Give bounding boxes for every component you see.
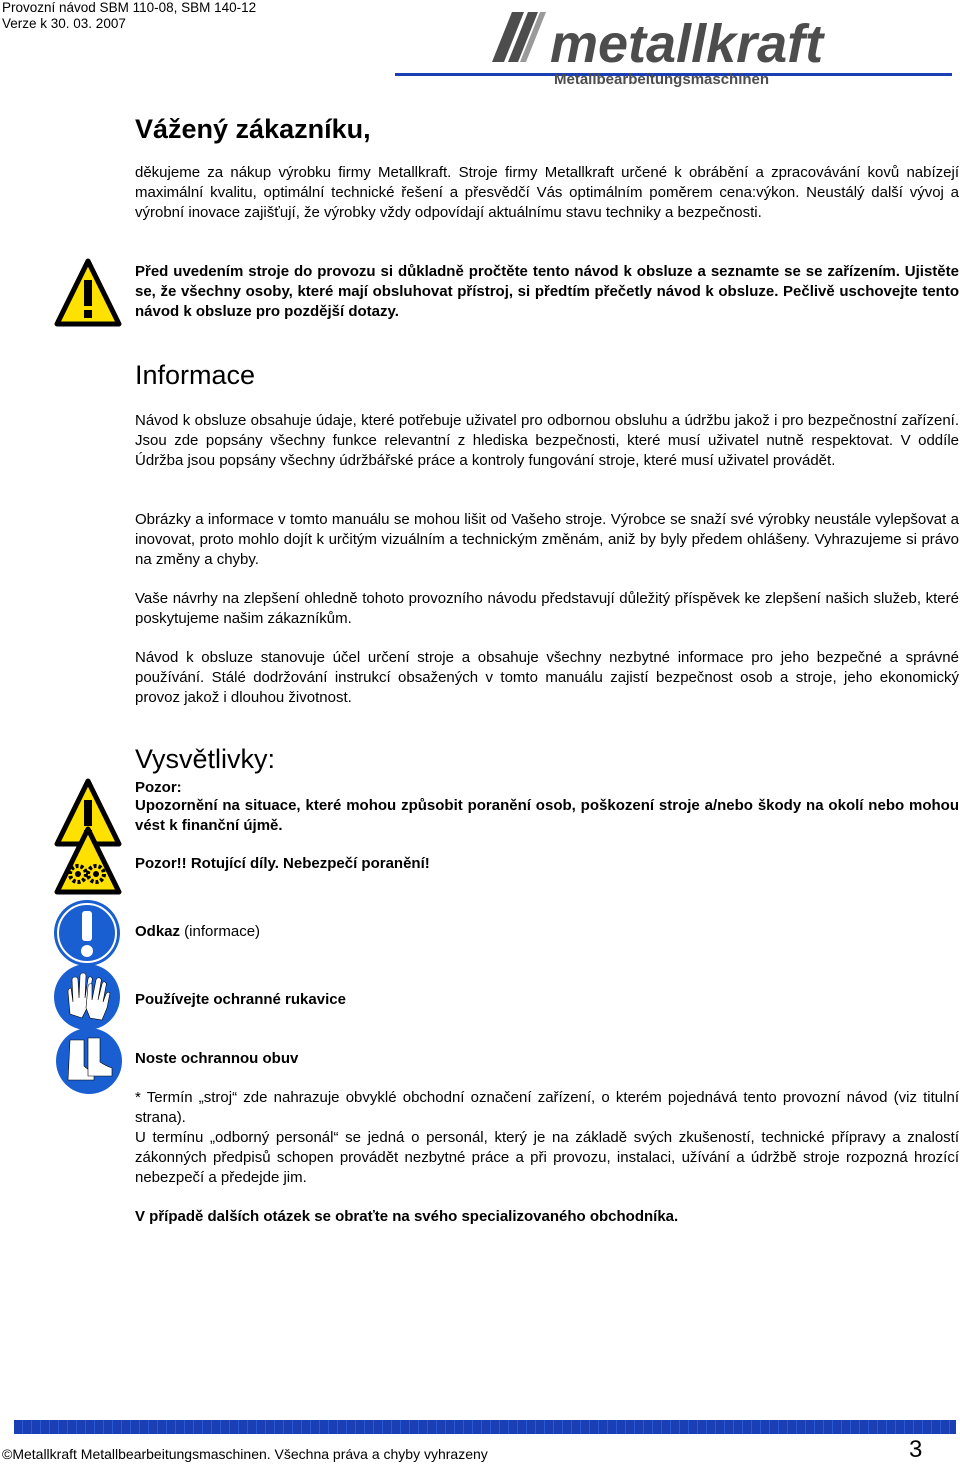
info-paragraph-2: Obrázky a informace v tomto manuálu se mohou lišit od Vašeho stroje. Výrobce se snaží své výrobky neustále vylepšovat a inovovat, proto mohlo dojít k určitým vizuálním a technickým změnám, aniž by byly předem ohlášeny. Vyhrazujeme si právo na změny a chyby. — [135, 511, 959, 568]
intro-paragraph: děkujeme za nákup výrobku firmy Metallkraft. Stroje firmy Metallkraft určené k obrábění a zpracovávání kovů nabízejí maximální kvalitu, optimální technické řešení a přesvědčí Vás optimálním poměrem cena:výkon. Neustálý další vývoj a výrobní inovace zajišťují, že výrobky vždy odpovídají aktuálnímu stavu techniky a bezpečnosti. — [135, 164, 959, 221]
logo-brand-text: metallkraft — [550, 14, 824, 74]
footer-bar — [14, 1420, 956, 1434]
reference-rest: (informace) — [180, 923, 261, 940]
salutation-heading: Vážený zákazníku, — [135, 114, 371, 144]
reference-text — [135, 922, 959, 942]
safety-shoes-text: Noste ochrannou obuv — [135, 1050, 299, 1067]
info-paragraph-3: Vaše návrhy na zlepšení ohledně tohoto provozního návodu představují důležitý příspěvek ke zlepšení našich služeb, které poskytujeme našim zákazníkům. — [135, 590, 959, 627]
logo-tagline-text: Metallbearbeitungsmaschinen — [554, 71, 770, 88]
note-personnel-term: U termínu „odborný personál“ se jedná o personál, který je na základě svých zkušeností, technické přípravy a znalostí zákonných předpisů schopen provádět nezbytné práce a při provozu, instalaci, užívání a údržbě stroje rozpozná hrozící nebezpečí a předejde jim. — [135, 1129, 959, 1186]
info-paragraph-4: Návod k obsluze stanovuje účel určení stroje a obsahuje všechny nezbytné informace pro jeho bezpečné a správné používání. Stálé dodržování instrukcí obsažených v tomto manuálu zajistí bezpečnost osob a stroje, jeho ekonomický provoz jakož i dlouhou životnost. — [135, 649, 959, 706]
info-heading: Informace — [135, 360, 256, 390]
rotating-parts-text: Pozor!! Rotující díly. Nebezpečí poranění! — [135, 855, 430, 872]
info-paragraph-1: Návod k obsluze obsahuje údaje, které potřebuje uživatel pro odbornou obsluhu a údržbu jakož i pro bezpečnostní zařízení. Jsou zde popsány všechny funkce relevantní z hlediska bezpečnosti, které musí uživatel nutně respektovat. V oddíle Údržba jsou popsány všechny údržbářské práce a kontroly fungování stroje, které musí uživatel provádět. — [135, 412, 959, 469]
legend-heading: Vysvětlivky: — [135, 744, 276, 774]
page-number: 3 — [909, 1436, 923, 1463]
warning-triangle-icon — [54, 258, 122, 333]
gloves-text: Používejte ochranné rukavice — [135, 991, 346, 1008]
footer-copyright: ©Metallkraft Metallbearbeitungsmaschinen. Všechna práva a chyby vyhrazeny — [2, 1446, 488, 1462]
rotating-parts-icon — [54, 826, 122, 901]
document-version-line: Verze k 30. 03. 2007 — [2, 16, 126, 31]
closing-note: V případě dalších otázek se obraťte na svého specializovaného obchodníka. — [135, 1208, 679, 1225]
note-machine-term: * Termín „stroj“ zde nahrazuje obvyklé obchodní označení zařízení, o kterém pojednává tento provozní návod (viz titulní strana). — [135, 1089, 959, 1126]
read-manual-warning: Před uvedením stroje do provozu si důkladně pročtěte tento návod k obsluze a seznamte se se zařízením. Ujistěte se, že všechny osoby, které mají obsluhovat přístroj, si předtím přečetly návod k obsluze. Pečlivě uschovejte tento návod k obsluze pro pozdější dotazy. — [135, 263, 959, 320]
caution-label: Pozor: — [135, 779, 182, 796]
document-title-line: Provozní návod SBM 110-08, SBM 140-12 — [2, 0, 257, 15]
reference-bold: Odkaz — [135, 923, 181, 940]
safety-shoes-icon — [54, 1026, 124, 1101]
caution-text: Upozornění na situace, které mohou způsobit poranění osob, poškození stroje a/nebo škody na okolí nebo mohou vést k finanční újmě. — [135, 797, 959, 834]
metallkraft-logo — [492, 4, 952, 94]
